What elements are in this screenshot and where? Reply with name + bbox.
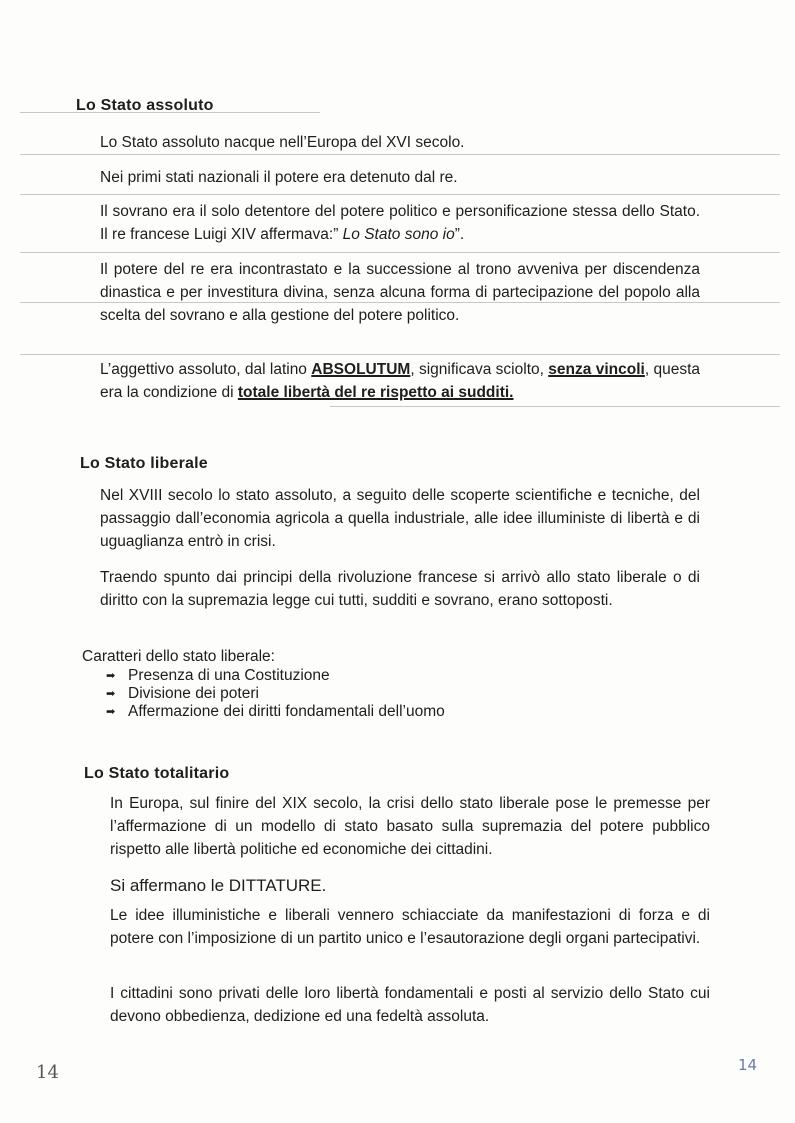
liberal-characters-list xyxy=(106,667,445,721)
total-freedom-term: totale libertà del re rispetto ai sudditi. xyxy=(237,384,514,401)
totalitarian-paragraph-3: Le idee illuministiche e liberali vennero schiacciate da manifestazioni di forza e di potere con l’imposizione di un partito unico e l’esautorazione degli organi partecipativi. xyxy=(110,907,710,947)
liberal-paragraph-2: Traendo spunto dai principi della rivoluzione francese si arrivò allo stato liberale o di diritto con la supremazia legge cui tutti, sudditi e sovrano, erano sottoposti. xyxy=(100,569,700,609)
section-heading-liberal: Lo Stato liberale xyxy=(80,455,208,472)
arrow-right-icon: ➡ xyxy=(106,687,116,700)
ruled-line xyxy=(20,354,780,355)
absolute-paragraph-1: Lo Stato assoluto nacque nell’Europa del XVI secolo. xyxy=(100,134,465,151)
list-item xyxy=(106,703,445,721)
list-item xyxy=(106,685,445,703)
absolute-paragraph-5-mid: , significava sciolto, xyxy=(410,361,549,378)
section-heading-absolute: Lo Stato assoluto xyxy=(76,97,214,114)
absolute-paragraph-3-text: Il sovrano era il solo detentore del potere politico e personificazione stessa dello Stato. Il re francese Luigi XIV affermava:” xyxy=(100,203,700,243)
section-heading-totalitarian: Lo Stato totalitario xyxy=(84,765,230,782)
totalitarian-paragraph-1: In Europa, sul finire del XIX secolo, la crisi dello stato liberale pose le premesse per l’affermazione di un modello di stato basato sulla supremazia del potere pubblico rispetto alle libertà politiche ed economiche dei cittadini. xyxy=(110,795,710,858)
latin-term: ABSOLUTUM xyxy=(311,361,411,378)
absolute-paragraph-3-end: ”. xyxy=(454,226,465,243)
ruled-line xyxy=(20,252,780,253)
list-item xyxy=(106,667,445,685)
vincoli-term: senza vincoli xyxy=(548,361,645,378)
absolute-paragraph-5-text: L’aggettivo assoluto, dal latino xyxy=(100,361,312,378)
ruled-line xyxy=(20,194,780,195)
liberal-paragraph-1: Nel XVIII secolo lo stato assoluto, a seguito delle scoperte scientifiche e tecniche, del passaggio dall’economia agricola a quella industriale, alle idee illuministe di libertà e di uguaglianza entrò in crisi. xyxy=(100,487,700,550)
arrow-right-icon: ➡ xyxy=(106,669,116,682)
ruled-line xyxy=(330,406,780,407)
page-number-left: 14 xyxy=(36,1062,59,1083)
page-number-right: 14 xyxy=(738,1056,758,1074)
totalitarian-paragraph-2: Si affermano le DITTATURE. xyxy=(110,876,327,895)
absolute-paragraph-5-cont: , questa era la condizione di xyxy=(100,361,701,401)
list-item-label: Affermazione dei diritti fondamentali dell’uomo xyxy=(128,703,445,720)
absolute-quote: Lo Stato sono io xyxy=(342,226,455,243)
list-item-label: Presenza di una Costituzione xyxy=(128,667,330,684)
totalitarian-paragraph-4: I cittadini sono privati delle loro libertà fondamentali e posti al servizio dello Stato cui devono obbedienza, dedizione ed una fedeltà assoluta. xyxy=(110,985,710,1025)
list-item-label: Divisione dei poteri xyxy=(128,685,259,702)
absolute-paragraph-2: Nei primi stati nazionali il potere era detenuto dal re. xyxy=(100,169,458,186)
liberal-characters-title: Caratteri dello stato liberale: xyxy=(82,648,275,665)
absolute-paragraph-5 xyxy=(100,358,700,404)
absolute-paragraph-3 xyxy=(100,200,700,246)
absolute-paragraph-4: Il potere del re era incontrastato e la successione al trono avveniva per discendenza dinastica e per investitura divina, senza alcuna forma di partecipazione del popolo alla scelta del sovrano e alla gestione del potere politico. xyxy=(100,261,700,324)
ruled-line xyxy=(20,154,780,155)
arrow-right-icon: ➡ xyxy=(106,705,116,718)
